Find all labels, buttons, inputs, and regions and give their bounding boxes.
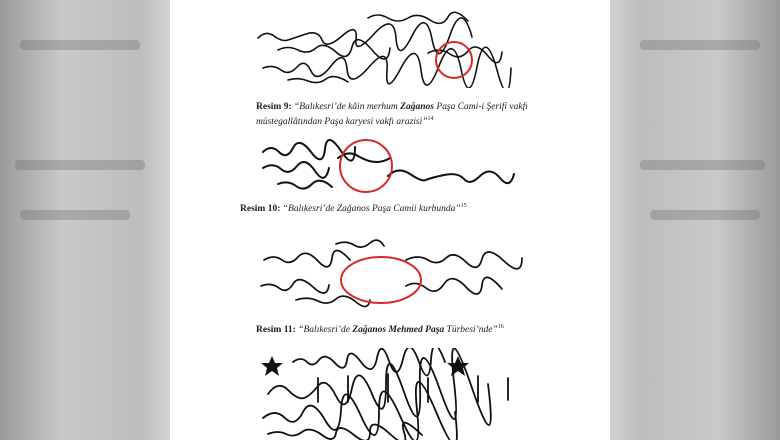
caption-text: “Balıkesri’de Zağanos Paşa Camii kurbunda”: [282, 204, 461, 215]
manuscript-image-11: [256, 238, 556, 310]
caption-text: Paşa Cami-i Şerifi vakfı: [433, 102, 528, 112]
blurred-text: [20, 210, 130, 220]
footnote-ref: 16: [497, 324, 504, 330]
caption-resim-9: [256, 101, 592, 130]
caption-text: “Balıkesri’de: [298, 325, 353, 336]
caption-resim-10: [240, 202, 600, 217]
caption-resim-11: [256, 323, 596, 338]
inscription-image: [258, 348, 558, 440]
star-icon: [261, 356, 283, 376]
manuscript-image-10: [258, 138, 538, 198]
blurred-text: [640, 40, 760, 50]
caption-bold-text: Zağanos: [400, 102, 434, 112]
manuscript-image-9: [248, 8, 568, 88]
caption-text: Türbesi’nde”: [444, 325, 498, 336]
caption-label: Resim 11:: [256, 325, 296, 336]
caption-text: müstegallâtından Paşa karyesi vakfı arazisi”: [256, 116, 428, 127]
star-icon: [447, 356, 469, 376]
blurred-text: [15, 160, 145, 170]
caption-bold-text: Zağanos Mehmed Paşa: [352, 325, 445, 336]
caption-label: Resim 10:: [240, 204, 281, 215]
blurred-text: [20, 40, 140, 50]
footnote-ref: 14: [427, 115, 434, 122]
blurred-text: [650, 210, 760, 220]
footnote-ref: 15: [460, 203, 467, 209]
caption-text: “Balıkesri’de kâin merhum: [294, 102, 401, 112]
blurred-text: [640, 160, 765, 170]
document-page: [170, 0, 610, 440]
caption-label: Resim 9:: [256, 102, 292, 112]
